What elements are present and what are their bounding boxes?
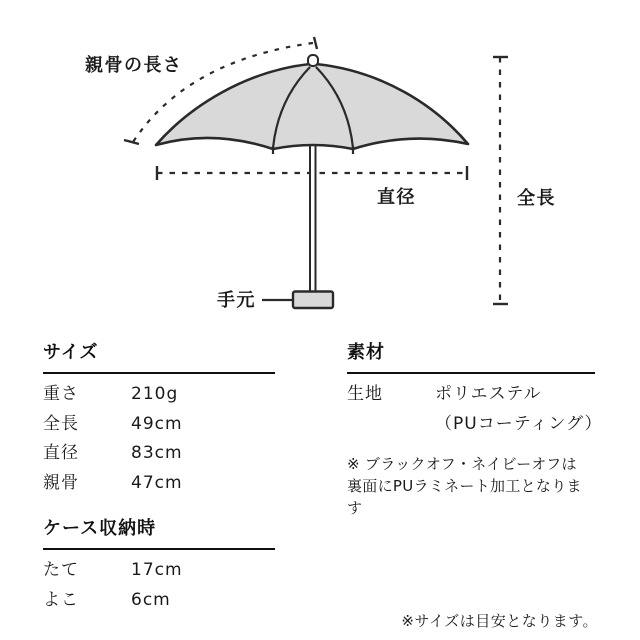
- case-section-rule: [43, 548, 275, 550]
- spec-row-fabric: [347, 380, 595, 410]
- spec-value: 210g: [131, 384, 179, 404]
- total-length-label: 全長: [517, 188, 556, 209]
- spec-label: 親骨: [43, 472, 79, 493]
- spec-value: 47cm: [131, 472, 183, 493]
- spec-label: 直径: [43, 443, 79, 463]
- diameter-label: 直径: [377, 187, 416, 208]
- spec-row-weight: [43, 380, 275, 410]
- spec-label: 重さ: [43, 384, 79, 404]
- spec-value: 6cm: [131, 589, 171, 610]
- umbrella-pole: [310, 140, 316, 292]
- material-note-line1: ※ ブラックオフ・ネイビーオフは: [347, 455, 577, 473]
- material-section-rule: [347, 372, 595, 374]
- size-section: [43, 343, 275, 615]
- material-section: [347, 342, 603, 519]
- spec-row-total-length: [43, 410, 275, 440]
- umbrella-handle: [293, 292, 333, 309]
- rib-length-arc-bottom-tick: [124, 140, 139, 144]
- rib-length-arc-top-tick: [314, 37, 317, 49]
- spec-label: よこ: [43, 589, 79, 610]
- footer-note: ※サイズは目安となります。: [401, 612, 598, 630]
- spec-row-rib: [43, 469, 275, 499]
- spec-row-diameter: [43, 439, 275, 469]
- spec-value: 49cm: [131, 413, 183, 434]
- spec-label: 生地: [347, 384, 383, 404]
- rib-length-label: 親骨の長さ: [85, 55, 183, 76]
- material-note-line2: 裏面にPUラミネート加工となります: [347, 477, 582, 517]
- material-section-title: 素材: [347, 342, 385, 363]
- size-section-rule: [43, 372, 275, 374]
- case-section-title: ケース収納時: [43, 518, 157, 539]
- spec-row-case-height: [43, 556, 275, 586]
- umbrella-ferrule: [308, 55, 318, 66]
- spec-value: 17cm: [131, 560, 183, 580]
- material-note: [347, 453, 595, 519]
- spec-row-fabric-coating: [347, 410, 603, 440]
- spec-row-case-width: [43, 586, 275, 616]
- spec-value: （PUコーティング）: [435, 413, 603, 434]
- spec-value: 83cm: [131, 443, 183, 463]
- spec-value: ポリエステル: [435, 384, 542, 404]
- spec-label-empty: [347, 410, 435, 440]
- handle-label: 手元: [217, 290, 256, 311]
- spec-label: たて: [43, 560, 79, 580]
- spec-label: 全長: [43, 413, 79, 434]
- size-section-title: サイズ: [43, 342, 99, 363]
